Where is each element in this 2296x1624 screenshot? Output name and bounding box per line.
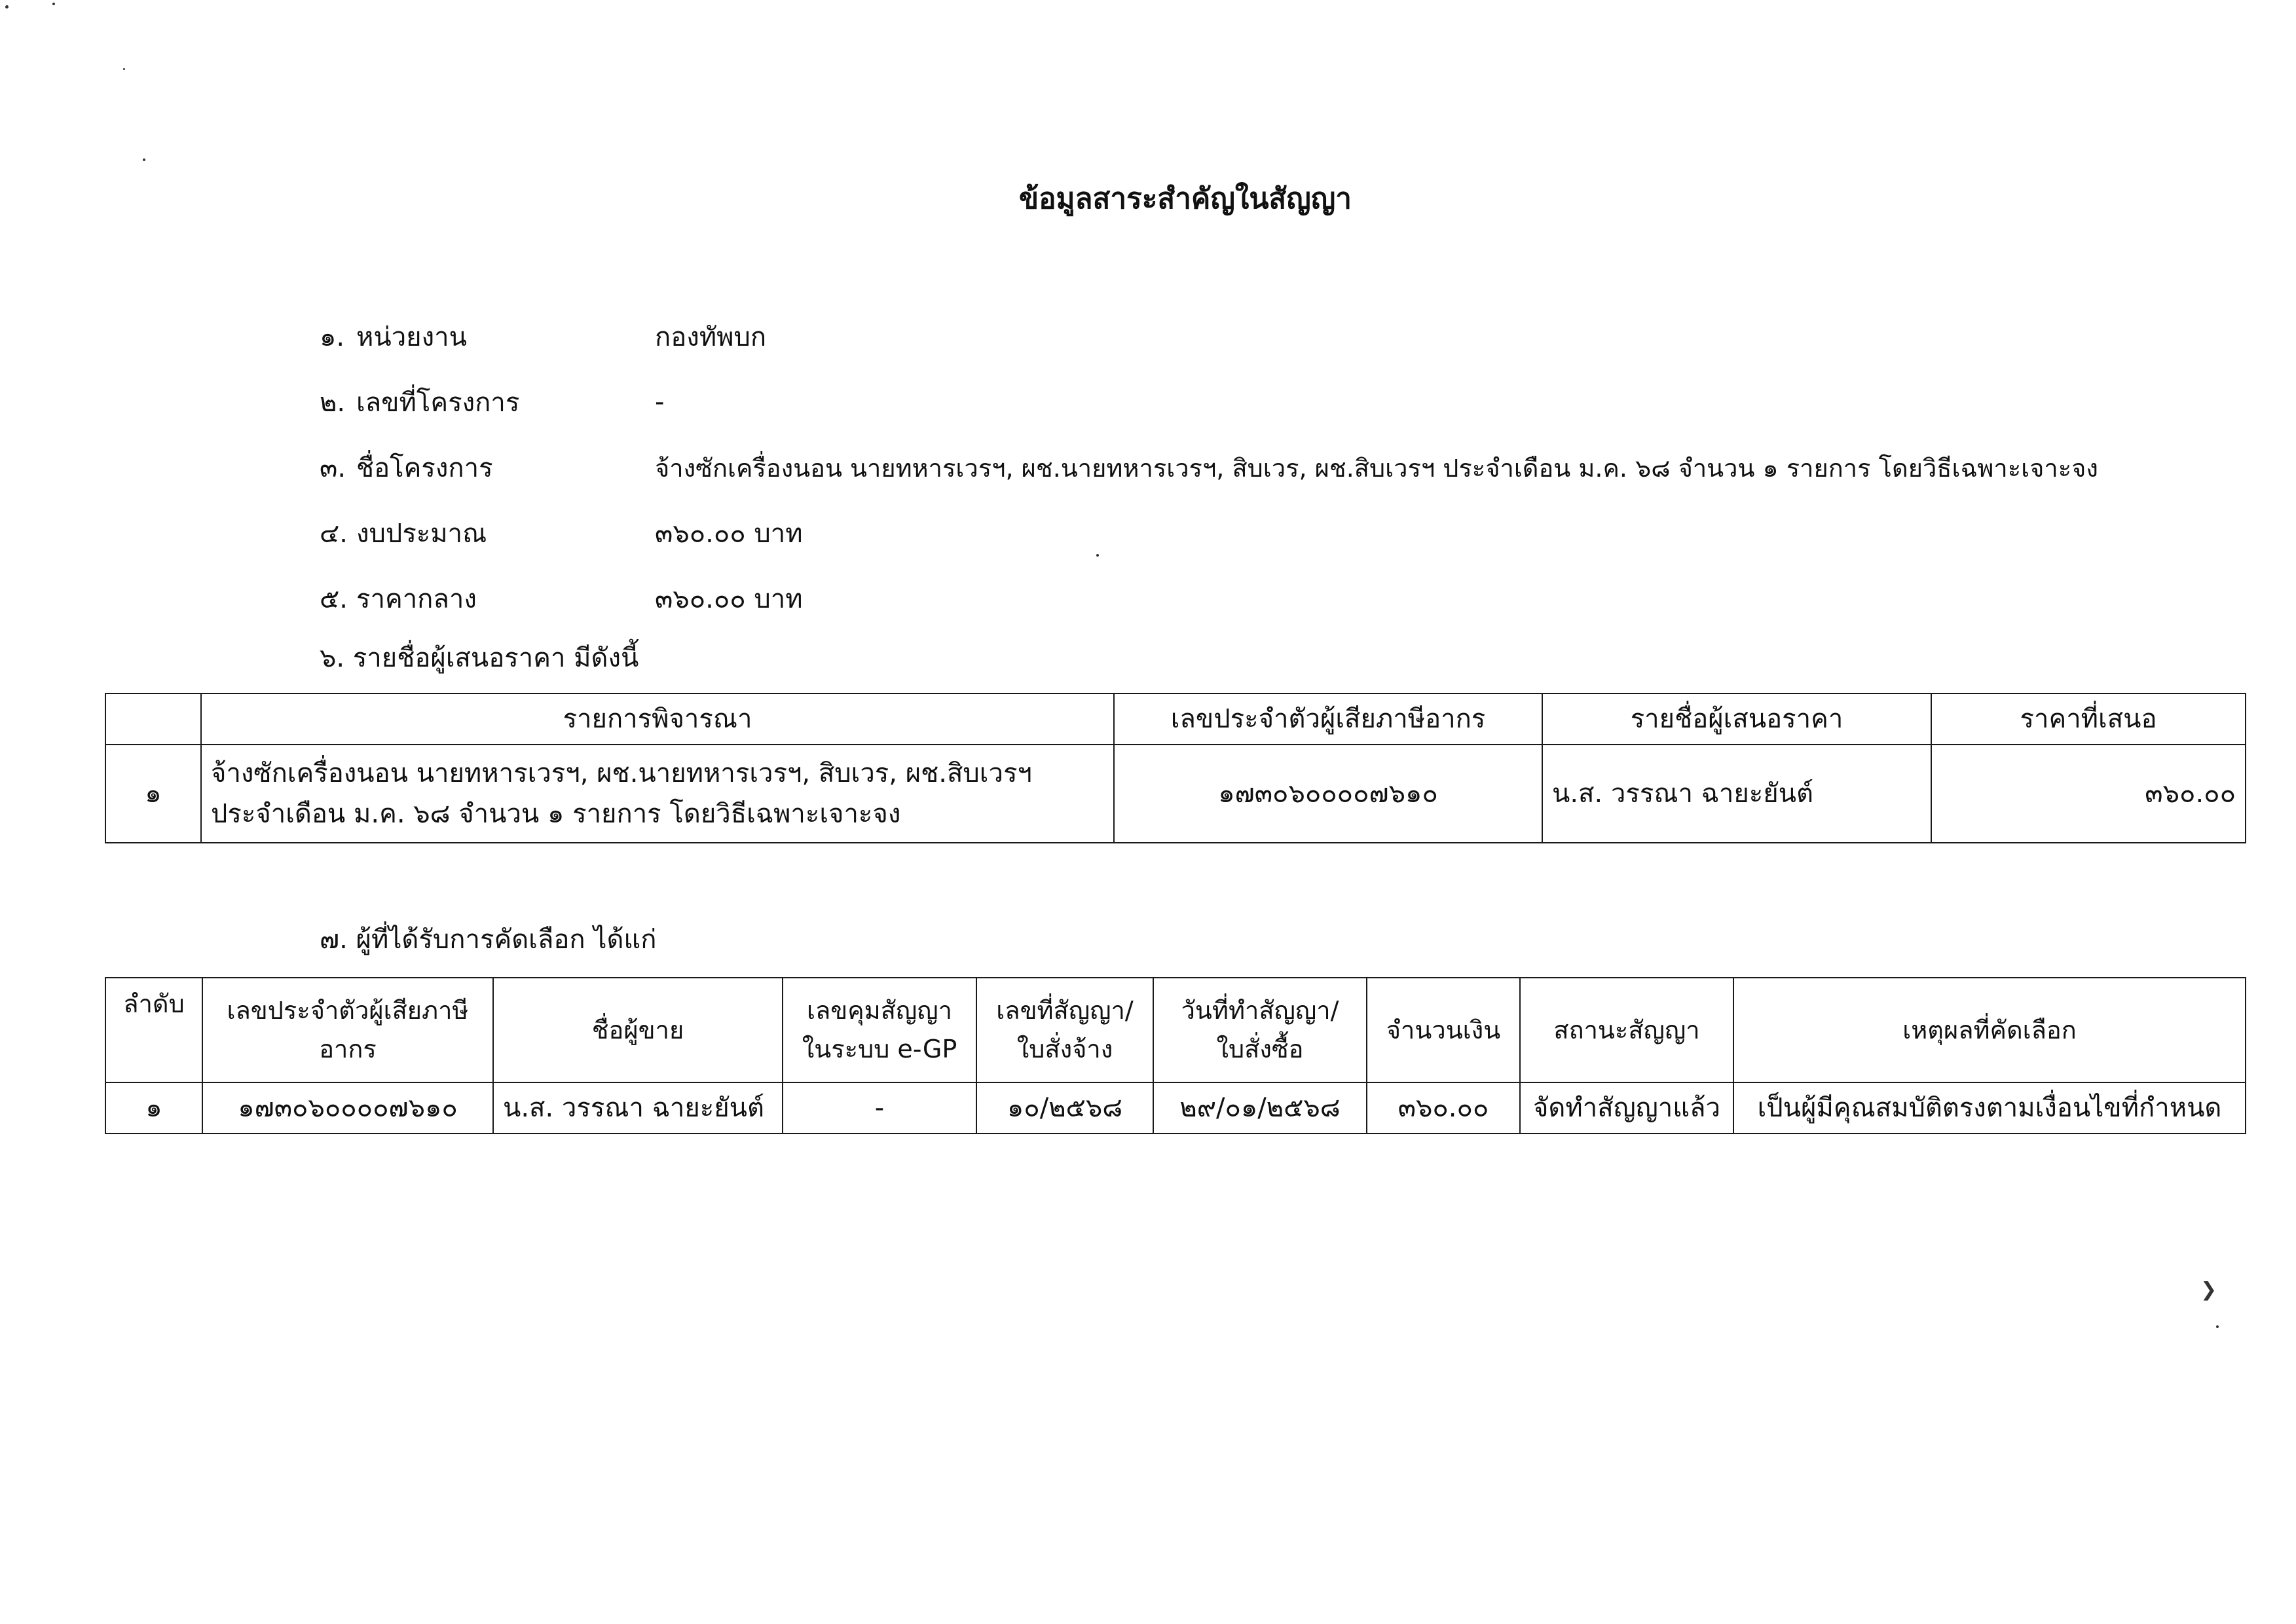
contract-status: จัดทำสัญญาแล้ว [1520, 1082, 1733, 1134]
table-header-row [105, 978, 2246, 1082]
header-line: เลขคุมสัญญา [806, 996, 952, 1025]
item-description-line: จ้างซักเครื่องนอน นายทหารเวรฯ, ผช.นายทหารเวรฯ, สิบเวร, ผช.สิบเวรฯ [211, 758, 1032, 788]
winners-heading: ๗. ผู้ที่ได้รับการคัดเลือก ได้แก่ [320, 925, 657, 955]
bidder-name: น.ส. วรรณา ฉายะยันต์ [1542, 745, 1931, 843]
page-title: ข้อมูลสาระสำคัญในสัญญา [1019, 182, 1352, 215]
info-value: ๓๖๐.๐๐ บาท [655, 519, 803, 549]
column-header-contract-number [976, 978, 1153, 1082]
info-label: เลขที่โครงการ [356, 388, 520, 418]
offered-price: ๓๖๐.๐๐ [1931, 745, 2246, 843]
info-row-budget: ๔. งบประมาณ ๓๖๐.๐๐ บาท [320, 500, 2098, 566]
info-row-median-price: ๕. ราคากลาง ๓๖๐.๐๐ บาท [320, 566, 2098, 631]
winners-table [105, 977, 2246, 1134]
table-header-row [105, 693, 2246, 745]
column-header-contract-date [1153, 978, 1367, 1082]
scan-speck [143, 158, 145, 161]
info-row-project-number: ๒. เลขที่โครงการ - [320, 369, 2098, 435]
table-row [105, 745, 2246, 843]
scan-speck [52, 3, 55, 5]
bidders-heading: ๖. รายชื่อผู้เสนอราคา มีดังนี้ [320, 643, 639, 673]
info-row-agency: ๑. หน่วยงาน กองทัพบก [320, 304, 2098, 369]
selection-reason: เป็นผู้มีคุณสมบัติตรงตามเงื่อนไขที่กำหนด [1733, 1082, 2246, 1134]
tax-id: ๑๗๓๐๖๐๐๐๐๗๖๑๐ [202, 1082, 493, 1134]
column-header-amount: จำนวนเงิน [1367, 978, 1520, 1082]
info-label: งบประมาณ [356, 519, 487, 549]
row-number: ๑ [105, 745, 201, 843]
info-label: หน่วยงาน [356, 322, 467, 352]
column-header-seller: ชื่อผู้ขาย [493, 978, 783, 1082]
header-line: ใบสั่งจ้าง [1016, 1035, 1113, 1063]
info-value: ๓๖๐.๐๐ บาท [655, 584, 803, 614]
info-label: ราคากลาง [356, 584, 477, 614]
contract-number: ๑๐/๒๕๖๘ [976, 1082, 1153, 1134]
bidders-table [105, 693, 2246, 843]
info-value: จ้างซักเครื่องนอน นายทหารเวรฯ, ผช.นายทหารเวรฯ, สิบเวร, ผช.สิบเวรฯ ประจำเดือน ม.ค. ๖๘ จำนวน ๑ รายการ โดยวิธีเฉพาะเจาะจง [655, 453, 2098, 483]
header-line: อากร [319, 1035, 377, 1063]
column-header: รายการพิจารณา [201, 693, 1114, 745]
info-value: กองทัพบก [655, 322, 767, 352]
column-header: รายชื่อผู้เสนอราคา [1542, 693, 1931, 745]
info-list [320, 304, 2098, 631]
seller-name: น.ส. วรรณา ฉายะยันต์ [493, 1082, 783, 1134]
amount: ๓๖๐.๐๐ [1367, 1082, 1520, 1134]
info-row-project-name: ๓. ชื่อโครงการ จ้างซักเครื่องนอน นายทหารเวรฯ, ผช.นายทหารเวรฯ, สิบเวร, ผช.สิบเวรฯ ประจำเดือน ม.ค. ๖๘ จำนวน ๑ รายการ โดยวิธีเฉพาะเจาะจง [320, 435, 2098, 500]
header-line: ในระบบ e-GP [802, 1035, 957, 1063]
contract-date: ๒๙/๐๑/๒๕๖๘ [1153, 1082, 1367, 1134]
item-description [201, 745, 1114, 843]
table-row [105, 1082, 2246, 1134]
header-line: ใบสั่งซื้อ [1216, 1035, 1304, 1063]
scan-speck [123, 68, 125, 70]
column-header: เลขประจำตัวผู้เสียภาษีอากร [1114, 693, 1542, 745]
column-header [105, 693, 201, 745]
scan-mark: ❯ [2200, 1278, 2217, 1301]
info-value: - [655, 387, 665, 417]
info-label: ชื่อโครงการ [356, 453, 493, 483]
tax-id: ๑๗๓๐๖๐๐๐๐๗๖๑๐ [1114, 745, 1542, 843]
column-header-order: ลำดับ [105, 978, 202, 1082]
header-line: เลขที่สัญญา/ [996, 996, 1134, 1025]
item-description-line: ประจำเดือน ม.ค. ๖๘ จำนวน ๑ รายการ โดยวิธีเฉพาะเจาะจง [211, 799, 901, 829]
scan-speck [5, 5, 9, 9]
column-header-reason: เหตุผลที่คัดเลือก [1733, 978, 2246, 1082]
scan-speck [2216, 1325, 2219, 1328]
row-order: ๑ [105, 1082, 202, 1134]
column-header-tax-id [202, 978, 493, 1082]
header-line: เลขประจำตัวผู้เสียภาษี [227, 996, 469, 1025]
column-header-status: สถานะสัญญา [1520, 978, 1733, 1082]
header-line: วันที่ทำสัญญา/ [1181, 996, 1339, 1025]
column-header-control-number [783, 978, 976, 1082]
control-number: - [783, 1082, 976, 1134]
column-header: ราคาที่เสนอ [1931, 693, 2246, 745]
